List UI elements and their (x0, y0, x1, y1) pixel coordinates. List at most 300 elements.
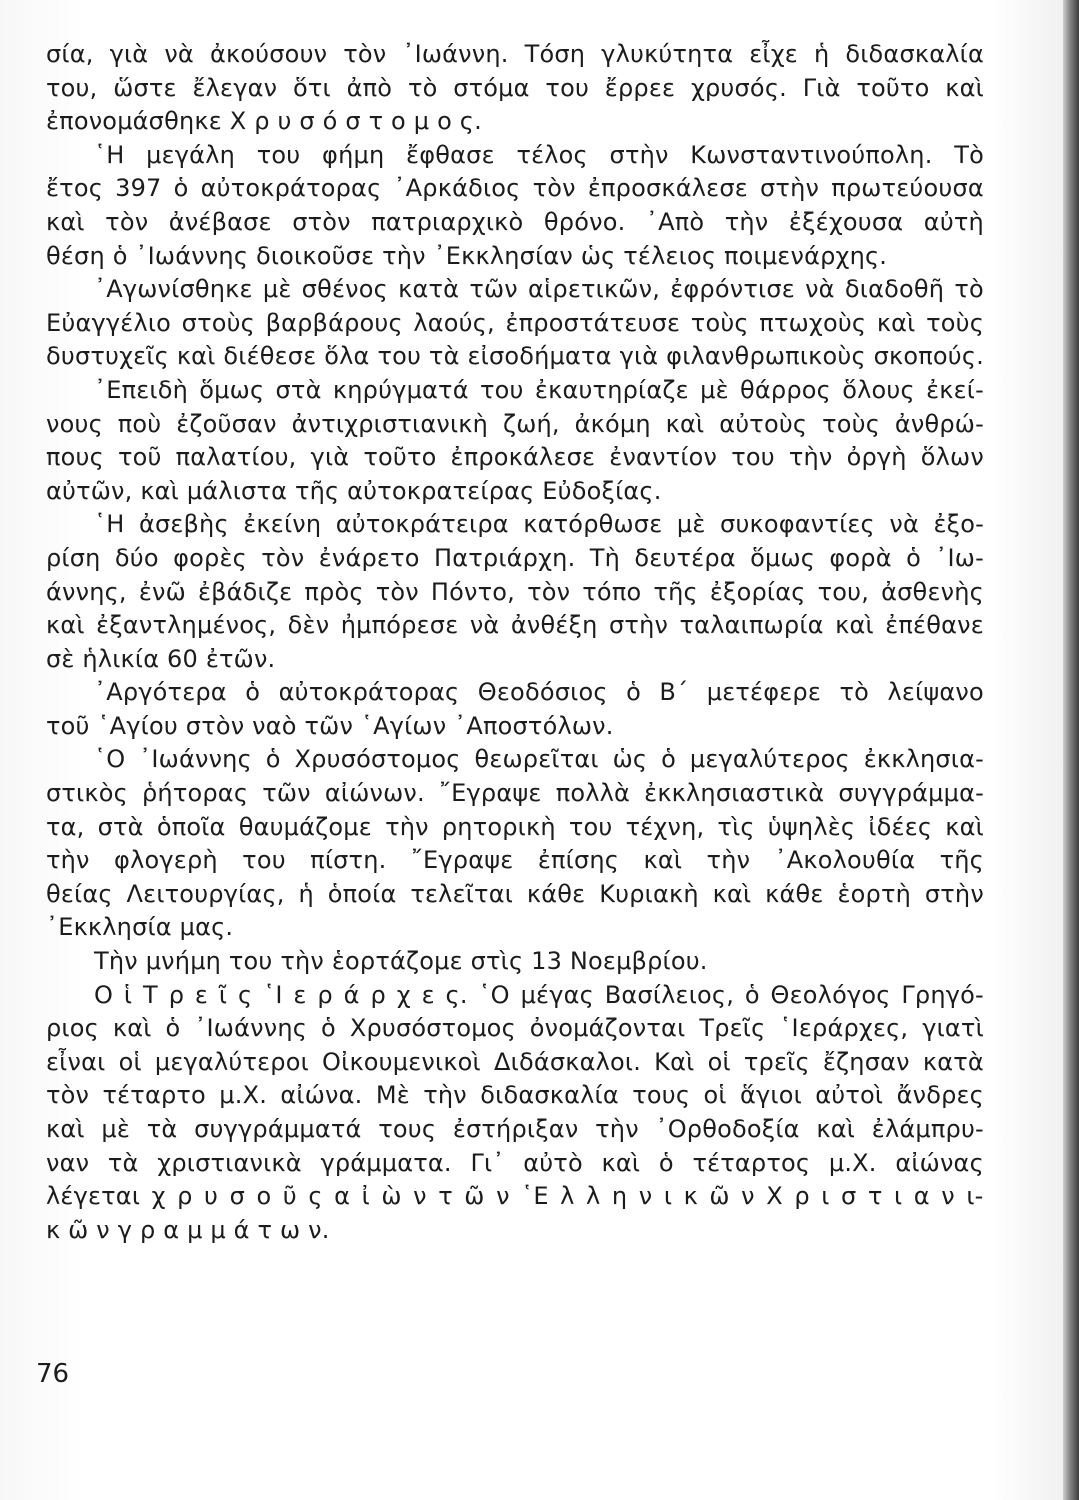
word: Πόντο, (430, 577, 516, 606)
word: διαδοθῆ (844, 275, 945, 304)
word: άννης, (46, 577, 127, 606)
word: ν (941, 1182, 955, 1211)
word: ζωή, (502, 409, 560, 438)
word: ῾Ι (263, 980, 283, 1009)
word: ῾Η (94, 140, 125, 169)
word: διέθεσε (223, 342, 317, 371)
word: ῥήτορας (142, 779, 249, 808)
word: στὴν (760, 174, 820, 203)
word: συγγράμμα- (838, 779, 984, 808)
word: πους (46, 443, 104, 472)
word: αἰώνων. (324, 779, 425, 808)
word: ἐνῶ (138, 577, 186, 606)
word: στὸν (292, 207, 351, 236)
word: θαυμάζομε (238, 812, 372, 841)
word: πρωτεύουσα (831, 174, 984, 203)
word: τὴν (724, 207, 769, 236)
word: μὲ (101, 1115, 131, 1143)
word: ἐκείνη (243, 510, 322, 539)
word: Χ (766, 1182, 783, 1211)
word: ἀσεβὴς (138, 510, 229, 539)
line-text: σὲ ἡλικία 60 ἐτῶν. (46, 644, 276, 673)
word: Κυριακὴ (599, 879, 699, 908)
text-line (46, 206, 984, 240)
word: ὀργὴ (846, 443, 907, 472)
word: χ (151, 1182, 166, 1211)
text-line (46, 340, 984, 374)
word: Οἰκουμενικοὶ (322, 1047, 481, 1076)
word: ρ (370, 980, 386, 1009)
word: ριος (46, 1014, 99, 1043)
text-line (46, 878, 984, 912)
text-line (46, 1046, 984, 1080)
text-line (46, 307, 984, 341)
word: σ (229, 1182, 245, 1211)
word: Καὶ (654, 1047, 695, 1076)
word: μ.Χ. (219, 1081, 268, 1110)
word: ὁ (658, 1148, 674, 1177)
word: μὲ (676, 510, 706, 539)
word: ἐπίσης (537, 846, 620, 875)
word: στὴν (609, 140, 669, 169)
word: ς. (445, 980, 468, 1009)
word: ὡς (612, 745, 648, 774)
word: ᾿Ιωάννης (194, 1014, 308, 1043)
word: αὐτοκράτειρα (335, 510, 509, 539)
word: σθένος (301, 275, 388, 304)
word: θείας (46, 879, 113, 908)
word: τῶν (469, 275, 518, 304)
word: Γιὰ (802, 73, 841, 102)
word: τοῦ (117, 443, 162, 472)
word: στὴν (609, 611, 669, 640)
word: ὁ (661, 745, 676, 774)
word: λείψανο (887, 678, 984, 707)
text-line (46, 979, 984, 1013)
word: ἐζοῦσαν (176, 409, 277, 438)
word: γιὰ (619, 342, 659, 371)
word: τὶς (717, 812, 755, 841)
word: θάρρος (740, 375, 831, 404)
word: στὰ (97, 812, 144, 841)
word: αὐτοκράτορας (200, 174, 382, 203)
word: ᾿Ιω- (935, 543, 984, 572)
word: ἐκεί- (926, 375, 984, 404)
word: ε (293, 980, 307, 1009)
word: Λειτουργίας, (126, 879, 285, 908)
text-line (46, 676, 984, 710)
word: ε (421, 980, 435, 1009)
word: υ (204, 1182, 219, 1211)
word: ἑορτὴ (837, 879, 912, 908)
word: αὐτοκράτορας (278, 678, 460, 707)
word: ρ (317, 980, 333, 1009)
word: χριστιανικὰ (157, 1148, 302, 1177)
word: δευτέρα (634, 543, 736, 572)
word: α (334, 1182, 351, 1211)
word: ῾Ο (94, 745, 126, 774)
word: ἐλάμπρυ- (871, 1115, 984, 1143)
word: νὰ (805, 275, 835, 304)
word: ἰ (361, 1182, 370, 1211)
body-text (46, 38, 984, 1247)
word: Γι᾿ (470, 1148, 505, 1177)
word: ἐπέθανε (885, 611, 984, 640)
word: τῆς (939, 846, 984, 875)
text-line (46, 576, 984, 610)
word: καὶ (816, 1115, 856, 1143)
word: Θεοδόσιος (477, 678, 608, 707)
text-line (46, 38, 984, 72)
word: η (611, 1182, 628, 1211)
word: ὁ (265, 745, 281, 774)
line-text: αὐτῶν, καὶ μάλιστα τῆς αὐτοκρατείρας Εὐδοξίας. (46, 476, 662, 505)
word: ἡ (298, 879, 314, 908)
word: καὶ (46, 611, 85, 640)
word: ᾿Απὸ (645, 207, 705, 236)
word: αὐτοὺς (719, 409, 808, 438)
line-text: ἐπονομάσθηκε Χ ρ υ σ ό σ τ ο μ ο ς. (46, 107, 482, 136)
word: πίστη. (310, 846, 387, 875)
word: ὁποῖα (156, 812, 226, 841)
word: δύο (114, 543, 159, 572)
word: τοὺς (926, 308, 984, 337)
text-line (46, 374, 984, 408)
word: τὸ (839, 678, 870, 707)
word: ρίση (46, 543, 101, 572)
word: Μὲ (375, 1081, 410, 1110)
word: τέχνη, (625, 812, 705, 841)
text-line (46, 542, 984, 576)
word: Τ (143, 980, 158, 1009)
text-line (46, 72, 984, 106)
word: ἄνδρες (896, 1081, 984, 1110)
word: πτωχοὺς (759, 308, 867, 337)
word: φήμη (322, 140, 385, 169)
word: ἐπροστάτευσε (505, 308, 681, 337)
word: ὀνομάζονται (529, 1014, 686, 1043)
word: σκοπούς. (873, 342, 984, 371)
word: ὅλων (920, 443, 984, 472)
word: αἰώνας (895, 1148, 984, 1177)
word: ι (894, 1182, 903, 1211)
word: Χρυσόστομος (349, 1014, 516, 1043)
word: ἐπροσκάλεσε (587, 174, 748, 203)
word: ᾿Ιωάννης (139, 745, 252, 774)
word: τοῦτο (856, 73, 930, 102)
word: χ (396, 980, 411, 1009)
word: τὸν (343, 40, 387, 68)
word: ᾿Ακολουθία (774, 846, 916, 875)
word: τοὺς (690, 308, 749, 337)
word: ἐστήριξαν (452, 1115, 579, 1143)
word: ῶ (464, 1182, 485, 1211)
word: ἐξο- (933, 510, 984, 539)
text-line (46, 1147, 984, 1181)
text-line (46, 240, 984, 274)
word: ἐκαυτηρίαζε (534, 375, 689, 404)
word: ι- (966, 1182, 984, 1211)
word: ὑψηλὲς (767, 812, 856, 841)
word: τὸν (46, 1081, 90, 1110)
word: στὴν (924, 879, 984, 908)
word: στόμα (453, 73, 530, 102)
text-line (46, 508, 984, 542)
word: τὴν (595, 1115, 639, 1143)
word: Πατριάρχη. (433, 543, 576, 572)
word: ταλαιπωρία (679, 611, 824, 640)
word: γιὰ (109, 40, 149, 68)
word: συκοφαντίες (720, 510, 875, 539)
word: ῾Η (94, 510, 125, 539)
word: τῆς (653, 577, 698, 606)
text-line (46, 710, 984, 744)
word: ᾿Αγωνίσθηκε (94, 275, 253, 304)
word: του (568, 812, 613, 841)
word: ὼ (381, 1182, 402, 1211)
text-line (46, 1113, 984, 1147)
word: Τρεῖς (699, 1014, 766, 1043)
word: ἀνέβασε (168, 207, 272, 236)
word: ᾿Αργότερα (94, 678, 227, 707)
word: καὶ (46, 1115, 85, 1143)
word: ὁ (744, 980, 760, 1009)
line-text: Τὴν μνήμη του τὴν ἑορτάζομε στὶς 13 Νοεμβρίου. (94, 947, 708, 976)
text-line (46, 475, 984, 509)
line-text: κ ῶ ν γ ρ α μ μ ά τ ω ν. (46, 1215, 330, 1244)
word: Τὸ (954, 140, 984, 169)
word: αὐτοὶ (815, 1081, 884, 1110)
word: συγγράμματά (194, 1115, 362, 1143)
text-line (46, 777, 984, 811)
word: ἅγιοι (739, 1081, 802, 1110)
word: βαρβάρους (265, 308, 403, 337)
word: ῶ (709, 1182, 730, 1211)
word: ὁ (165, 1014, 181, 1043)
word: νὰ (889, 510, 919, 539)
word: καὶ (112, 1014, 152, 1043)
word: τα, (46, 812, 85, 841)
text-line (46, 139, 984, 173)
word: τὸν (261, 543, 305, 572)
word: τὴν (706, 846, 751, 875)
word: Τὴ (589, 543, 621, 572)
word: ἐπροκάλεσε (450, 443, 596, 472)
word: τὴν (423, 1081, 467, 1110)
word: ἔλεγαν (192, 73, 278, 102)
word: τὰ (428, 342, 460, 371)
word: κ (683, 1182, 698, 1211)
word: ὅμως (750, 543, 816, 572)
text-line (46, 273, 984, 307)
word: τ (438, 1182, 453, 1211)
word: Διδάσκαλοι. (494, 1047, 642, 1076)
word: του, (46, 73, 98, 102)
word: ἐνάρετο (318, 543, 420, 572)
text-line (46, 844, 984, 878)
word: ἱ (123, 980, 133, 1009)
word: φλογερὴ (114, 846, 218, 875)
word: πολλὰ (555, 779, 631, 808)
word: ποὺ (117, 409, 162, 438)
word: ἡ (813, 40, 830, 68)
word: κηρύγματά (332, 375, 469, 404)
word: ὁ (320, 1014, 336, 1043)
text-line (46, 105, 984, 139)
word: μετέφερε (706, 678, 822, 707)
word: σ (841, 1182, 857, 1211)
word: του (480, 375, 524, 404)
word: ῎Εγραψε (410, 846, 514, 875)
word: Β΄ (659, 678, 689, 707)
word: ᾿Επειδὴ (94, 375, 189, 404)
word: τους (378, 1115, 437, 1143)
text-line (46, 1012, 984, 1046)
word: κατὰ (398, 275, 460, 304)
word: δυστυχεῖς (46, 342, 169, 371)
text-line (46, 811, 984, 845)
word: καὶ (601, 1148, 641, 1177)
word: ά (343, 980, 360, 1009)
text-line (46, 441, 984, 475)
word: κάθε (765, 879, 824, 908)
word: ὁ (245, 678, 261, 707)
text-line (46, 1214, 984, 1248)
word: ῾Ο (478, 980, 510, 1009)
word: τελεῖται (410, 879, 514, 908)
word: πρὸς (304, 577, 364, 606)
word: ἐβάδιζε (197, 577, 293, 606)
word: ρητορικὴ (441, 812, 556, 841)
word: τὴν (46, 846, 90, 875)
word: ἀκούσουν (209, 40, 328, 68)
word: ὥστε (113, 73, 177, 102)
word: ἀνθρώ- (894, 409, 984, 438)
word: του, (817, 577, 870, 606)
word: στοὺς (181, 308, 255, 337)
word: γράμματα. (320, 1148, 452, 1177)
word: χρυσός. (690, 73, 787, 102)
word: νους (46, 409, 103, 438)
word: λ (560, 1182, 575, 1211)
word: τ (867, 1182, 883, 1211)
word: ἐξαντλημένος, (96, 611, 277, 640)
word: μὲ (262, 275, 292, 304)
word: ρ (177, 1182, 193, 1211)
word: τοῦτο (363, 443, 437, 472)
word: ῎Εγραψε (438, 779, 542, 808)
word: πατριαρχικὸ (371, 207, 524, 236)
word: γιὰ (310, 443, 350, 472)
word: ἀπὸ (346, 73, 393, 102)
word: ν (496, 1182, 510, 1211)
word: ν (741, 1182, 755, 1211)
word: αὐτὴ (923, 207, 984, 236)
word: Κωνσταντινούπολη. (690, 140, 933, 169)
word: αὐτὸ (523, 1148, 583, 1177)
word: ὅλα (324, 342, 370, 371)
word: καὶ (945, 73, 984, 102)
word: ἐξέχουσα (788, 207, 904, 236)
word: Χρυσόστομος (294, 745, 461, 774)
text-line (46, 743, 984, 777)
word: ἐκκλησιαστικὰ (644, 779, 825, 808)
word: τόπο (582, 577, 642, 606)
word: οἱ (707, 1047, 731, 1076)
word: ᾿Αρκάδιος (393, 174, 521, 203)
word: τὴν (788, 443, 833, 472)
word: μεγάλη (146, 140, 236, 169)
word: ς (308, 1182, 323, 1211)
word: μεγαλύτερος (689, 745, 850, 774)
word: ο (256, 1182, 272, 1211)
word: λέγεται (46, 1182, 141, 1211)
word: μὲ (700, 375, 729, 404)
word: Ο (94, 980, 114, 1009)
word: α (913, 1182, 930, 1211)
word: ῾Ε (521, 1182, 549, 1211)
text-line (46, 609, 984, 643)
text-line (46, 408, 984, 442)
word: κάθε (526, 879, 586, 908)
word: ἐκκλησια- (863, 745, 984, 774)
book-spine-shadow (1063, 0, 1079, 1500)
word: ἀνθέξη (510, 611, 598, 640)
word: καὶ (643, 846, 683, 875)
word: του (545, 73, 590, 102)
line-text: ᾿Εκκλησία μας. (46, 913, 234, 942)
word: ἔτος (46, 174, 103, 203)
word: ῦ (282, 1182, 297, 1211)
word: τρεῖς (743, 1047, 810, 1076)
word: καὶ (945, 812, 984, 841)
word: του (731, 443, 775, 472)
word: σία, (46, 40, 94, 68)
word: ι (821, 1182, 830, 1211)
word: καὶ (665, 409, 705, 438)
word: του (256, 140, 301, 169)
word: Θεολόγος (770, 980, 891, 1009)
word: ν (638, 1182, 653, 1211)
word: 397 (115, 174, 162, 203)
word: παλατίου, (175, 443, 297, 472)
word: τῶν (262, 779, 311, 808)
word: τους (632, 1081, 691, 1110)
text-line (46, 1180, 984, 1214)
word: εἶναι (46, 1047, 106, 1076)
word: ᾿Ιωάννη. (402, 40, 509, 68)
word: κατὰ (922, 1047, 984, 1076)
word: ἠμπόρεσε (340, 611, 459, 640)
word: νὰ (469, 611, 500, 640)
word: Τόση (524, 40, 586, 68)
word: ἐφρόντισε (670, 275, 795, 304)
word: ὅμως (199, 375, 265, 404)
word: τὰ (107, 1148, 139, 1177)
word: οἱ (703, 1081, 727, 1110)
word: ἰδέες (868, 812, 933, 841)
text-line (46, 172, 984, 206)
word: οἱ (118, 1047, 142, 1076)
word: διδασκαλία (480, 1081, 619, 1110)
word: τὰ (146, 1115, 178, 1143)
word: αἱρετικῶν, (528, 275, 661, 304)
text-line (46, 643, 984, 677)
word: ὁ (906, 543, 921, 572)
word: καὶ (176, 342, 216, 371)
word: τέλος (516, 140, 588, 169)
word: στικὸς (46, 779, 128, 808)
